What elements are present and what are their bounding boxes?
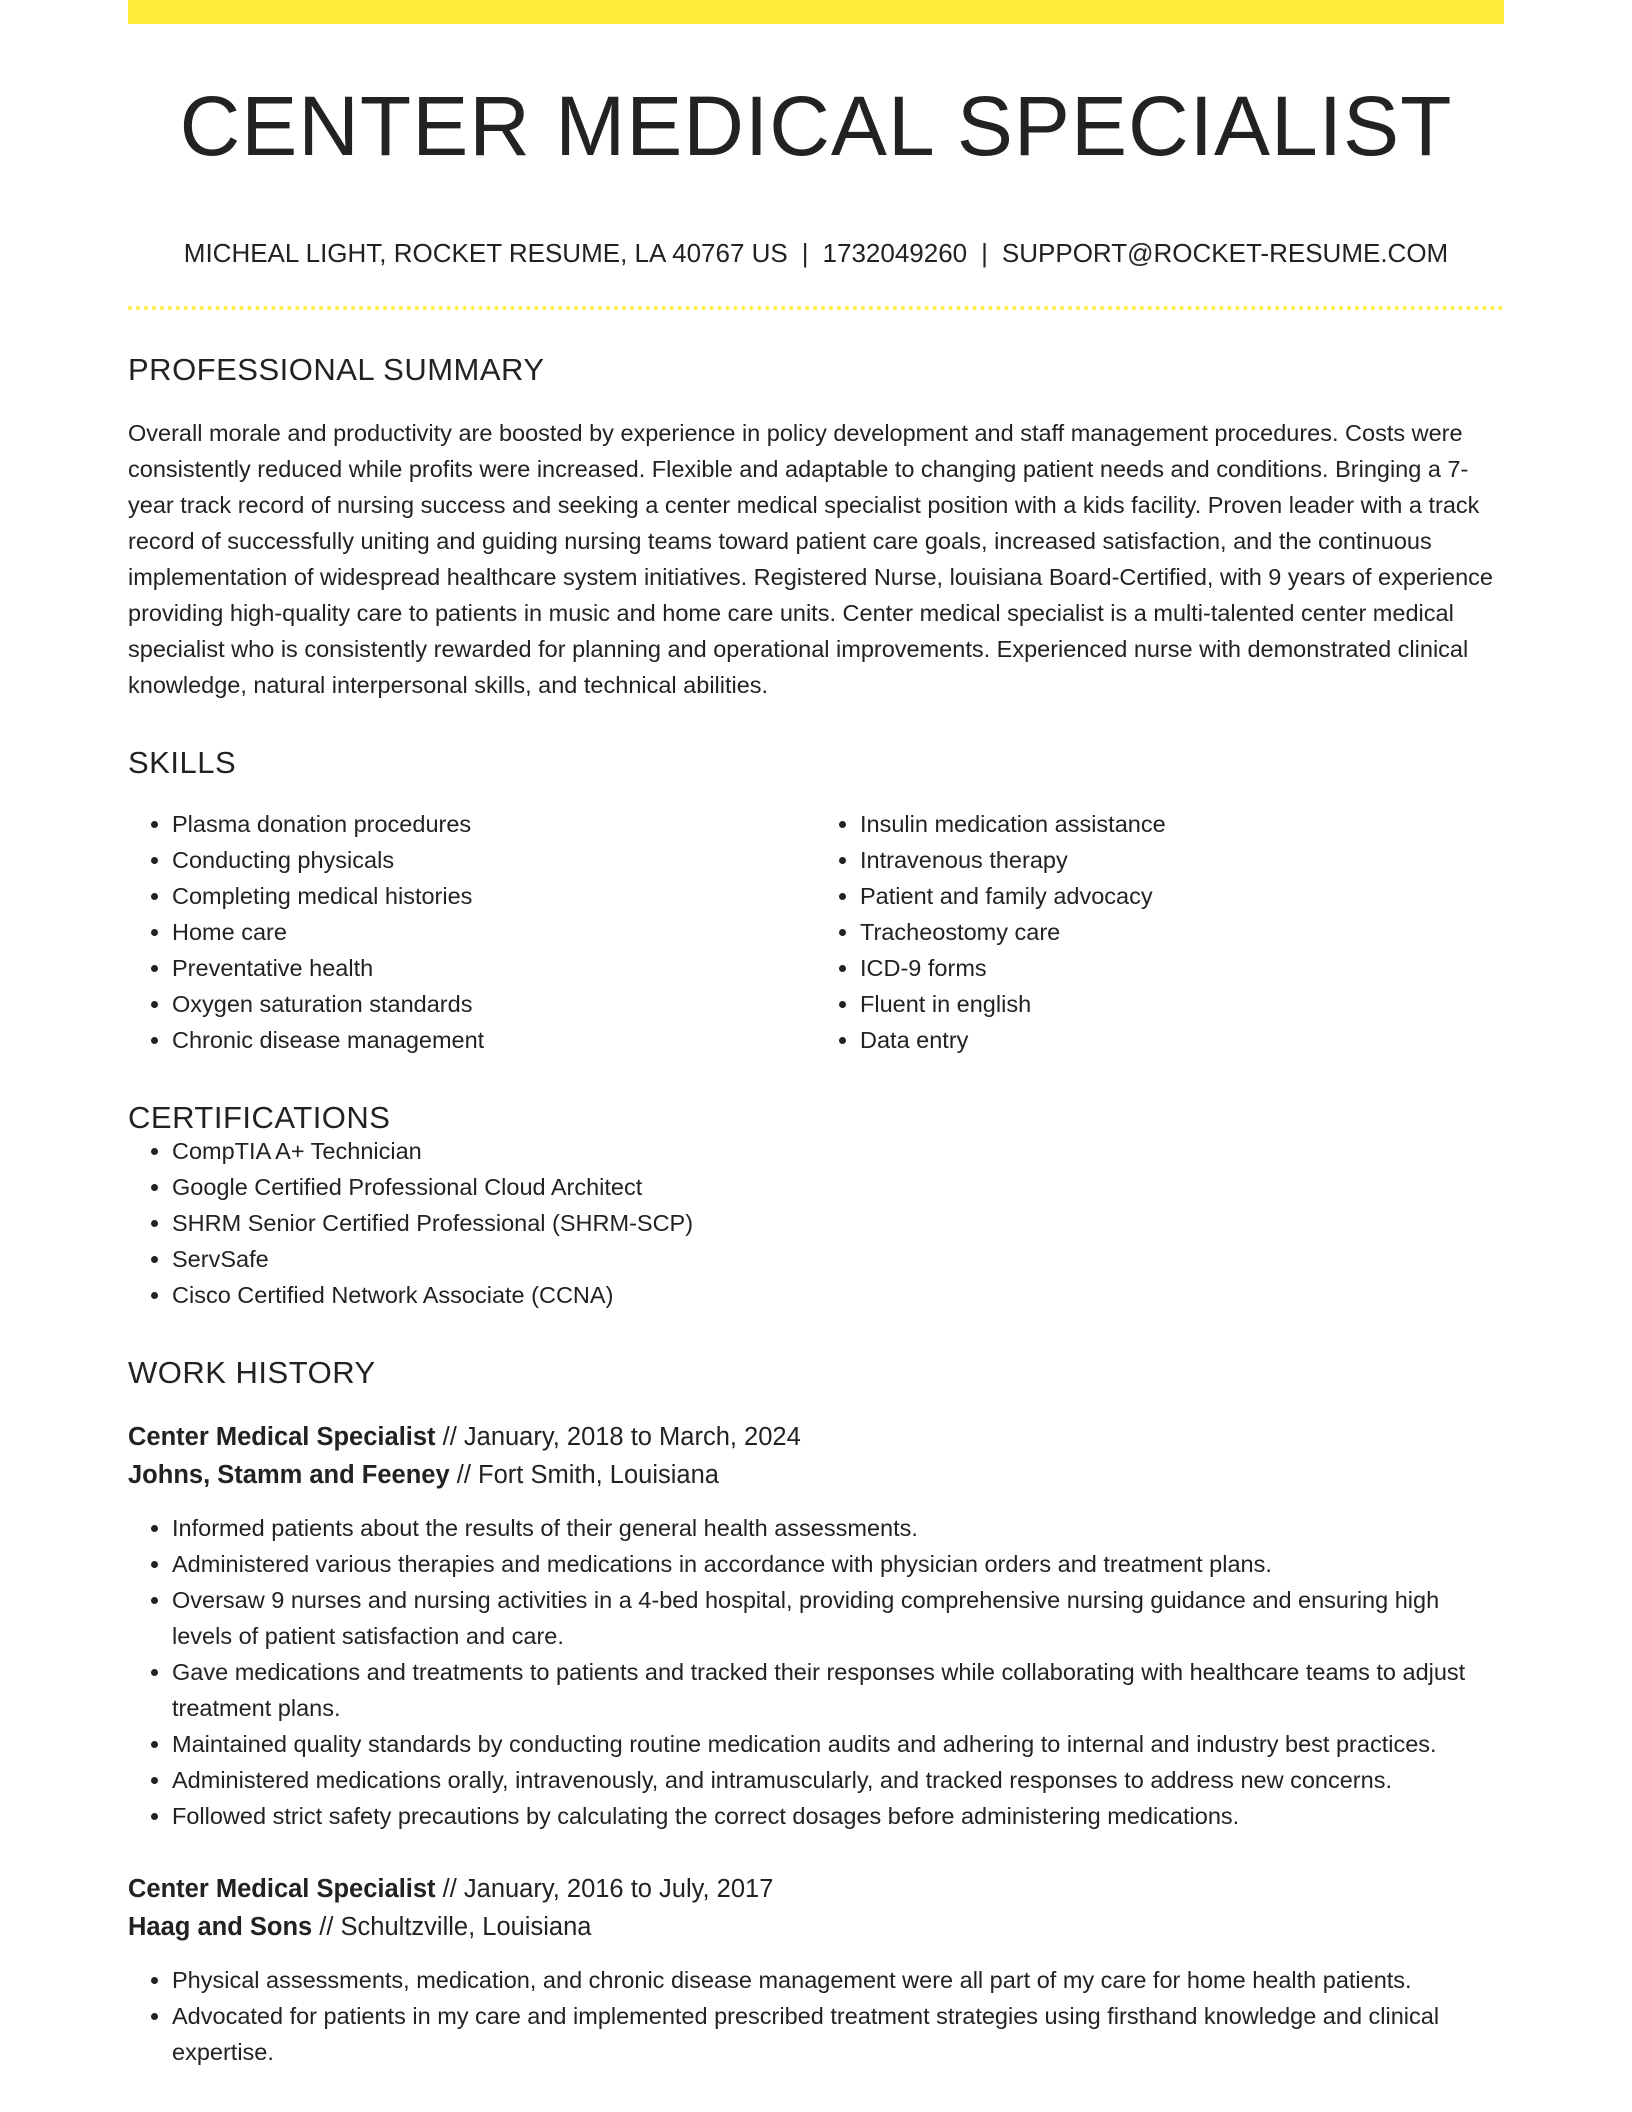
skill-item: • Conducting physicals <box>172 842 816 878</box>
job-role: Center Medical Specialist <box>128 1423 436 1451</box>
job-duty-item: • Administered medications orally, intravenously, and intramuscularly, and tracked responses to address new concerns. <box>172 1762 1504 1798</box>
job-role-line <box>128 1418 1504 1456</box>
skill-item: • Oxygen saturation standards <box>172 986 816 1022</box>
skill-item: • Tracheostomy care <box>860 914 1504 950</box>
section-title-work-history: WORK HISTORY <box>128 1355 376 1390</box>
contact-line <box>128 240 1504 266</box>
job-duty-item: • Administered various therapies and medications in accordance with physician orders and treatment plans. <box>172 1546 1504 1582</box>
contact-separator: | <box>981 238 988 268</box>
contact-email: SUPPORT@ROCKET-RESUME.COM <box>1001 238 1449 268</box>
skill-item: • Fluent in english <box>860 986 1504 1022</box>
certification-item: • CompTIA A+ Technician <box>172 1133 1504 1169</box>
skill-item: • Insulin medication assistance <box>860 806 1504 842</box>
job-company-line <box>128 1456 1504 1494</box>
certification-item: • SHRM Senior Certified Professional (SHRM-SCP) <box>172 1205 1504 1241</box>
skill-item: • ICD-9 forms <box>860 950 1504 986</box>
job-duties-list <box>128 1962 1504 2070</box>
summary-text: Overall morale and productivity are boosted by experience in policy development and staff management procedures. Costs were consistently reduced while profits were increased. Flexible and adaptable to changing patient needs and conditions. Bringing a 7-year track record of nursing success and seeking a center medical specialist position with a kids facility. Proven leader with a track record of successfully uniting and guiding nursing teams toward patient care goals, increased satisfaction, and the continuous implementation of widespread healthcare system initiatives. Registered Nurse, louisiana Board-Certified, with 9 years of experience providing high-quality care to patients in music and home care units. Center medical specialist is a multi-talented center medical specialist who is consistently rewarded for planning and operational improvements. Experienced nurse with demonstrated clinical knowledge, natural interpersonal skills, and technical abilities. <box>128 420 1493 698</box>
skill-item: • Home care <box>172 914 816 950</box>
job-duty-item: • Physical assessments, medication, and chronic disease management were all part of my care for home health patients. <box>172 1962 1504 1998</box>
job-company-line <box>128 1908 1504 1946</box>
job-duty-item: • Followed strict safety precautions by calculating the correct dosages before administering medications. <box>172 1798 1504 1834</box>
job-duty-item: • Oversaw 9 nurses and nursing activities in a 4-bed hospital, providing comprehensive nursing guidance and ensuring high levels of patient satisfaction and care. <box>172 1582 1504 1654</box>
job-dates: // January, 2018 to March, 2024 <box>435 1423 801 1451</box>
section-title-summary: PROFESSIONAL SUMMARY <box>128 352 545 387</box>
certification-item: • Google Certified Professional Cloud Architect <box>172 1169 1504 1205</box>
contact-separator: | <box>801 238 809 268</box>
job-duties-list <box>128 1510 1504 1834</box>
skill-item: • Completing medical histories <box>172 878 816 914</box>
resume-title: CENTER MEDICAL SPECIALIST <box>179 79 1453 173</box>
certifications-list <box>128 1133 1504 1313</box>
job-location: // Fort Smith, Louisiana <box>449 1461 719 1489</box>
resume-page <box>128 24 1504 2070</box>
skills-columns <box>128 806 1504 1058</box>
job-duty-item: • Informed patients about the results of their general health assessments. <box>172 1510 1504 1546</box>
job-entry <box>128 1870 1504 2070</box>
job-duty-item: • Advocated for patients in my care and implemented prescribed treatment strategies using firsthand knowledge and clinical expertise. <box>172 1998 1504 2070</box>
certification-item: • Cisco Certified Network Associate (CCNA) <box>172 1277 1504 1313</box>
job-duty-item: • Gave medications and treatments to patients and tracked their responses while collaborating with healthcare teams to adjust treatment plans. <box>172 1654 1504 1726</box>
job-duty-item: • Maintained quality standards by conducting routine medication audits and adhering to internal and industry best practices. <box>172 1726 1504 1762</box>
skill-item: • Data entry <box>860 1022 1504 1058</box>
job-role: Center Medical Specialist <box>128 1875 436 1903</box>
skills-list-right <box>816 806 1504 1058</box>
certification-item: • ServSafe <box>172 1241 1504 1277</box>
job-dates: // January, 2016 to July, 2017 <box>435 1875 774 1903</box>
skill-item: • Chronic disease management <box>172 1022 816 1058</box>
top-accent-bar <box>128 0 1504 24</box>
skill-item: • Plasma donation procedures <box>172 806 816 842</box>
skill-item: • Preventative health <box>172 950 816 986</box>
skills-list-left <box>128 806 816 1058</box>
contact-address: MICHEAL LIGHT, ROCKET RESUME, LA 40767 US <box>183 238 788 268</box>
section-title-certifications: CERTIFICATIONS <box>128 1100 391 1135</box>
contact-phone: 1732049260 <box>822 238 968 268</box>
skill-item: • Patient and family advocacy <box>860 878 1504 914</box>
dotted-divider <box>128 306 1504 310</box>
job-location: // Schultzville, Louisiana <box>312 1913 592 1941</box>
job-entry <box>128 1418 1504 1834</box>
job-role-line <box>128 1870 1504 1908</box>
job-company: Haag and Sons <box>128 1913 313 1941</box>
job-company: Johns, Stamm and Feeney <box>128 1461 450 1489</box>
section-title-skills: SKILLS <box>128 745 237 780</box>
skill-item: • Intravenous therapy <box>860 842 1504 878</box>
